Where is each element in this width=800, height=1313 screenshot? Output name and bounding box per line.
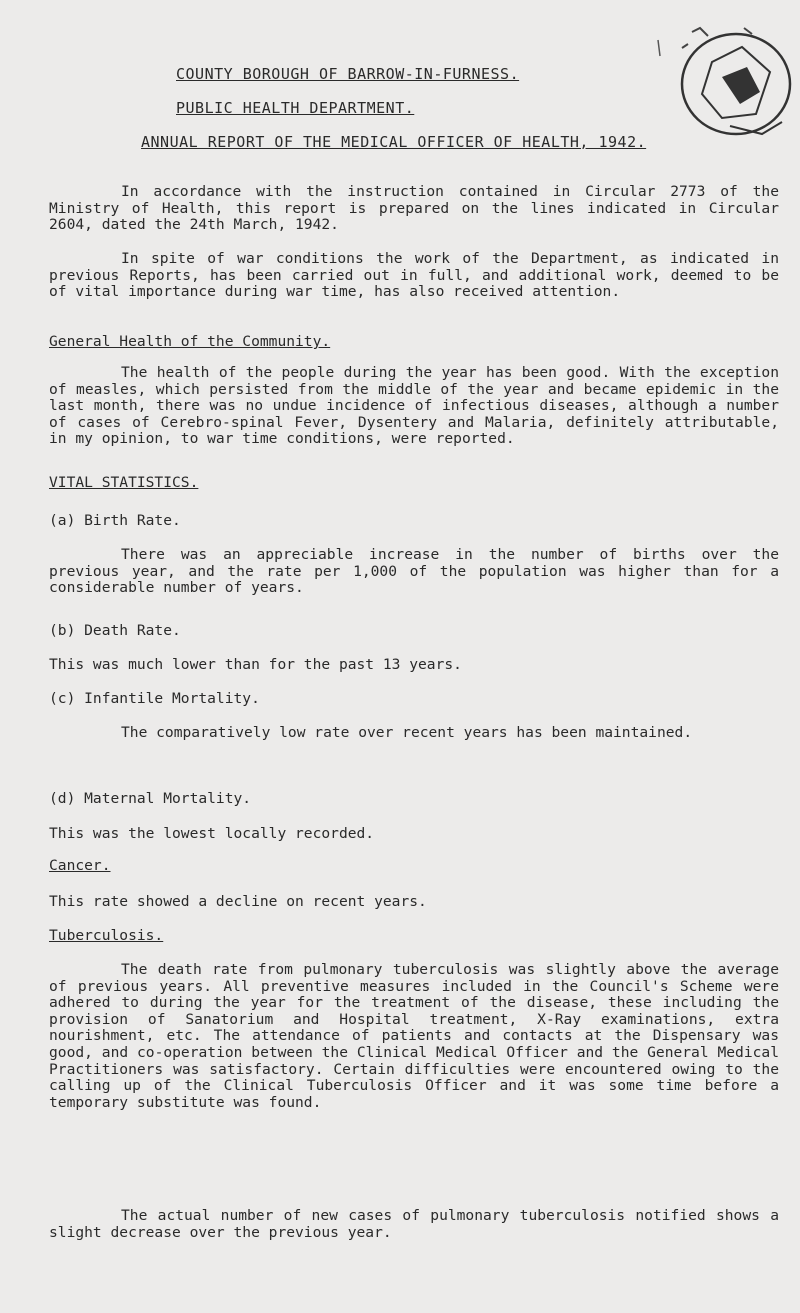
general-health-paragraph: The health of the people during the year has been good. With the exception of measles, which persisted from the middle of the year and became epidemic in the last month, there was no undue incidence of infectious diseases, although a number of cases of Cerebro-spinal Fever, Dysentery and Malaria, definitely attributable, in my opinion, to war time conditions, were reported. [49,364,779,448]
intro-paragraph: In accordance with the instruction contained in Circular 2773 of the Ministry of Health, this report is prepared on the lines indicated in Circular 2604, dated the 24th March, 1942. [49,183,779,234]
infantile-mortality-heading: (c) Infantile Mortality. [49,690,260,707]
birth-rate-heading: (a) Birth Rate. [49,512,181,529]
tuberculosis-notifications-paragraph: The actual number of new cases of pulmonary tuberculosis notified shows a slight decrease over the previous year. [49,1207,779,1241]
general-health-heading: General Health of the Community. [49,333,331,350]
war-conditions-paragraph: In spite of war conditions the work of the Department, as indicated in previous Reports, has been carried out in full, and additional work, deemed to be of vital importance during war time, has also received attention. [49,250,779,301]
cancer-text: This rate showed a decline on recent years. [49,893,427,910]
birth-rate-paragraph: There was an appreciable increase in the number of births over the previous year, and the rate per 1,000 of the population was higher than for a considerable number of years. [49,546,779,597]
tuberculosis-paragraph: The death rate from pulmonary tuberculosis was slightly above the average of previous years. All preventive measures included in the Council's Scheme were adhered to during the year for the treatment of the disease, these including the provision of Sanatorium and Hospital treatment, X-Ray examinations, extra nourishment, etc. The attendance of patients and contacts at the Dispensary was good, and co-operation between the Clinical Medical Officer and the General Medical Practitioners was satisfactory. Certain difficulties were encountered owing to the calling up of the Clinical Tuberculosis Officer and it was some time before a temporary substitute was found. [49,961,779,1111]
borough-crest-seal-icon [652,22,794,140]
header-council: COUNTY BOROUGH OF BARROW-IN-FURNESS. [176,65,520,83]
death-rate-heading: (b) Death Rate. [49,622,181,639]
death-rate-text: This was much lower than for the past 13 years. [49,656,462,673]
vital-statistics-heading: VITAL STATISTICS. [49,474,199,491]
infantile-mortality-paragraph: The comparatively low rate over recent years has been maintained. [121,724,693,741]
cancer-heading: Cancer. [49,857,111,874]
maternal-mortality-heading: (d) Maternal Mortality. [49,790,252,807]
report-title: ANNUAL REPORT OF THE MEDICAL OFFICER OF HEALTH, 1942. [141,133,647,151]
maternal-mortality-text: This was the lowest locally recorded. [49,825,375,842]
header-department: PUBLIC HEALTH DEPARTMENT. [176,99,415,117]
tuberculosis-heading: Tuberculosis. [49,927,164,944]
